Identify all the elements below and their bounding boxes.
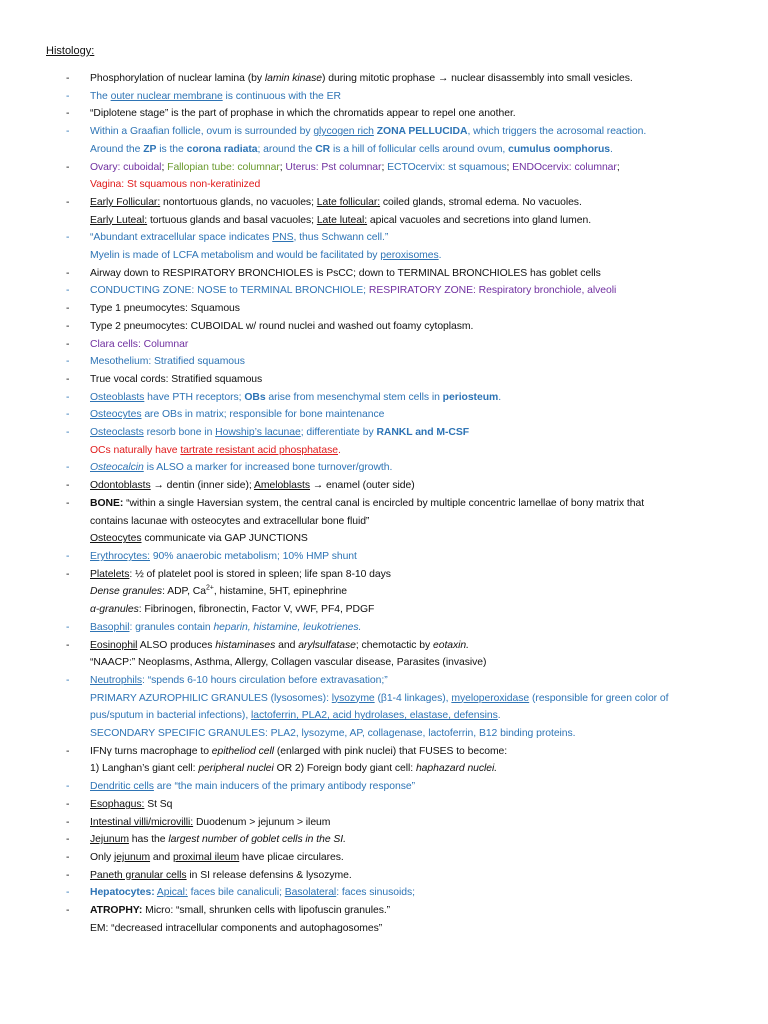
text-run: ATROPHY: [90,905,143,917]
text-run: Ameloblasts [253,480,311,492]
text-run: Eosinophil [90,639,138,651]
text-run: Intestinal villi/microvilli: [90,816,194,828]
note-line [90,159,728,177]
text-run: lysozyme [331,692,375,704]
text-run: “Diplotene stage” is the part of prophase in which the chromatids appear to repel one another. [90,108,516,120]
note-line [90,141,728,159]
text-run: haphazard nuclei. [415,763,498,775]
note-line [90,477,728,495]
note-item [46,548,728,566]
text-run: : Fibrinogen, fibronectin, Factor V, vWF, PF4, PDGF [138,604,375,616]
note-line [90,654,728,672]
note-item [46,318,728,336]
text-run: Neutrophils [90,674,143,686]
text-run: are “the main inducers of the primary antibody response” [153,781,416,793]
text-run: Around the [90,143,144,155]
text-run: : granules contain [129,621,214,633]
text-run: Basolateral [284,887,337,899]
text-run: CR [315,143,331,155]
text-run: Osteocalcin [90,462,144,474]
text-run: Apical: [156,887,188,899]
text-run: ; [161,161,168,173]
note-line [90,212,728,230]
text-run: SECONDARY SPECIFIC GRANULES: PLA2, lysozyme, AP, collagenase, lactoferrin, B12 binding proteins. [90,728,576,740]
note-line [90,831,728,849]
text-run: and [150,851,173,863]
text-run: nontortuous glands, no vacuoles; [160,196,317,208]
text-run: epitheliod cell [211,745,274,757]
note-item [46,336,728,354]
note-item [46,867,728,885]
text-run: tartrate resistant acid phosphatase [180,444,338,456]
text-run: Within a Graafian follicle, ovum is surrounded by [90,126,314,138]
text-run: EM: “decreased intracellular components and autophagosomes” [90,922,383,934]
text-run: , which triggers the acrosomal reaction. [467,126,647,138]
text-run: Platelets [90,568,130,580]
note-line [90,70,728,88]
text-run: resorb bone in [143,427,216,439]
text-run: Late follicular: [316,196,381,208]
text-run: faces bile canaliculi; [187,887,285,899]
note-line [90,725,728,743]
note-item [46,265,728,283]
text-run: CONDUCTING ZONE: NOSE to TERMINAL BRONCHIOLE; [90,285,369,297]
text-run: is a hill of follicular cells around ovum, [330,143,509,155]
note-line [90,530,728,548]
text-run: is ALSO a marker for increased bone turnover/growth. [143,462,393,474]
text-run: glycogen rich [313,126,374,138]
text-run: peroxisomes [380,250,439,262]
note-item [46,495,728,548]
note-item [46,672,728,743]
note-item [46,796,728,814]
note-item [46,902,728,937]
note-item [46,159,728,194]
text-run: ENDOcervix: columnar [512,161,617,173]
note-item [46,459,728,477]
note-line [90,672,728,690]
note-line [90,406,728,424]
text-run: ; [279,161,286,173]
text-run: → dentin (inner side); [150,480,254,492]
text-run: Uterus: Pst columnar [285,161,382,173]
text-run: ; differentiate by [300,427,377,439]
text-run: pus/sputum in bacterial infections), [90,710,252,722]
text-run: Vagina: St squamous non-keratinized [90,179,261,191]
text-run: ; [616,161,620,173]
note-line [90,548,728,566]
text-run: “within a single Haversian system, the central canal is encircled by multiple concentric lamellae of bony matrix that [123,497,645,509]
text-run: OBs [244,391,266,403]
text-run: PRIMARY AZUROPHILIC GRANULES (lysosomes): [90,692,332,704]
document-title: Histology: [46,45,95,57]
note-line [90,619,728,637]
text-run: largest number of goblet cells in the SI. [168,834,346,846]
text-run: histaminases [215,639,276,651]
text-run: RESPIRATORY ZONE: Respiratory bronchiole, alveoli [368,285,617,297]
text-run: Osteocytes [90,533,142,545]
text-run: Duodenum > jejunum > ileum [193,816,331,828]
text-run: is the [156,143,187,155]
note-line [90,123,728,141]
text-run: Osteoblasts [90,391,145,403]
notes-list [46,70,728,937]
text-run: , histamine, 5HT, epinephrine [213,586,347,598]
text-run: lactoferrin, PLA2, acid hydrolases, elastase, defensins [251,710,498,722]
note-item [46,477,728,495]
note-line [90,690,728,708]
text-run: . [497,710,501,722]
note-item [46,566,728,619]
note-line [90,778,728,796]
text-run: Phosphorylation of nuclear lamina (by [90,73,265,84]
text-run: Dendritic cells [90,781,154,793]
note-item [46,619,728,637]
note-line [90,194,728,212]
text-run: RANKL and M-CSF [376,427,470,439]
note-line [90,920,728,938]
note-item [46,371,728,389]
text-run: Early Luteal: [90,214,148,226]
note-line [90,105,728,123]
text-run: Micro: “small, shrunken cells with lipofuscin granules.” [142,905,391,917]
text-run: corona radiata [186,143,258,155]
note-line [90,796,728,814]
note-line [90,265,728,283]
text-run: arylsulfatase [298,639,356,651]
text-run: IFNγ turns macrophage to [90,745,212,757]
text-run: periosteum [442,391,499,403]
note-line [90,176,728,194]
note-line [90,583,728,601]
text-run: , thus Schwann cell.” [293,232,389,244]
text-run: eotaxin. [433,639,469,651]
text-run: . [610,143,613,155]
note-line [90,229,728,247]
text-run: ; chemotactic by [355,639,433,651]
text-run: St Sq [144,798,173,810]
text-run: jejunum [114,851,151,863]
text-run: coiled glands, stromal edema. No vacuoles. [380,196,582,208]
text-run: OR 2) Foreign body giant cell: [273,763,416,775]
note-line [90,88,728,106]
text-run: Late luteal: [316,214,368,226]
text-run: ALSO produces [137,639,216,651]
note-line [90,867,728,885]
text-run: is continuous with the ER [222,90,341,102]
text-run: Osteoclasts [90,427,144,439]
note-item [46,814,728,832]
text-run: Early Follicular: [90,196,161,208]
text-run: Dense granules [90,586,163,598]
text-run: have PTH receptors; [144,391,245,403]
note-item [46,831,728,849]
note-line [90,282,728,300]
note-line [90,707,728,725]
note-item [46,778,728,796]
text-run: Jejunum [90,834,129,846]
text-run: has the [128,834,169,846]
text-run: Type 1 pneumocytes: Squamous [90,303,240,315]
text-run: in SI release defensins & lysozyme. [186,869,352,881]
note-line [90,353,728,371]
text-run: lamin kinase [264,73,322,84]
text-run: True vocal cords: Stratified squamous [90,373,263,385]
text-run: ECTOcervix: st squamous [387,161,507,173]
text-run: and [275,639,299,651]
note-line [90,424,728,442]
note-line [90,247,728,265]
note-item [46,353,728,371]
text-run: (responsible for green color of [529,692,669,704]
text-run: Only [90,851,115,863]
text-run: proximal ileum [172,851,240,863]
note-line [90,849,728,867]
text-run: are OBs in matrix; responsible for bone maintenance [141,409,385,421]
note-line [90,459,728,477]
note-line [90,442,728,460]
text-run: Paneth granular cells [90,869,187,881]
text-run: communicate via GAP JUNCTIONS [141,533,308,545]
text-run: ZP [143,143,157,155]
text-run: ; [381,161,388,173]
note-item [46,105,728,123]
text-run: OCs naturally have [90,444,181,456]
note-line [90,814,728,832]
note-item [46,389,728,407]
text-run: . [438,250,442,262]
note-item [46,884,728,902]
text-run: Hepatocytes: [90,887,155,899]
text-run: peripheral nuclei [198,763,274,775]
note-item [46,300,728,318]
text-run: outer nuclear membrane [110,90,223,102]
text-run: “NAACP:” Neoplasms, Asthma, Allergy, Collagen vascular disease, Parasites (invasive) [90,657,487,669]
note-item [46,194,728,229]
text-run: Ovary: cuboidal [90,161,162,173]
note-item [46,229,728,264]
text-run: myeloperoxidase [451,692,530,704]
note-line [90,760,728,778]
text-run: Clara cells: Columnar [90,338,189,350]
text-run: have plicae circulares. [239,851,344,863]
note-item [46,88,728,106]
text-run: (enlarged with pink nuclei) that FUSES to become: [273,745,508,757]
text-run: . [498,391,502,403]
text-run: Howship’s lacunae [215,427,301,439]
text-run: Fallopian tube: columnar [167,161,280,173]
note-item [46,123,728,158]
note-line [90,902,728,920]
note-item [46,637,728,672]
note-line [90,637,728,655]
note-line [90,884,728,902]
text-run: Erythrocytes: [90,550,150,562]
text-run: PNS [272,232,294,244]
text-run: → enamel (outer side) [310,480,415,492]
note-line [90,743,728,761]
text-run: α-granules [90,604,139,616]
note-item [46,743,728,778]
text-run: “Abundant extracellular space indicates [90,232,273,244]
text-run: Myelin is made of LCFA metabolism and would be facilitated by [90,250,381,262]
text-run: Osteocytes [90,409,142,421]
text-run: Basophil [90,621,130,633]
text-run: : ½ of platelet pool is stored in spleen; life span 8-10 days [129,568,391,580]
note-line [90,601,728,619]
text-run: . [337,444,341,456]
text-run: : faces sinusoids; [336,887,415,899]
text-run: tortuous glands and basal vacuoles; [147,214,317,226]
note-line [90,513,728,531]
text-run: ; [506,161,513,173]
note-line [90,371,728,389]
note-item [46,70,728,88]
text-run: 2+ [205,584,214,592]
text-run: Odontoblasts [90,480,151,492]
text-run: contains lacunae with osteocytes and extracellular bone fluid” [90,515,370,527]
text-run: ; around the [257,143,316,155]
note-line [90,495,728,513]
text-run: ) during mitotic prophase → nuclear disassembly into small vesicles. [322,73,633,84]
text-run: 90% anaerobic metabolism; 10% HMP shunt [149,550,357,562]
text-run: Esophagus: [90,798,145,810]
note-item [46,424,728,459]
text-run: 1) Langhan’s giant cell: [90,763,199,775]
text-run: apical vacuoles and secretions into gland lumen. [367,214,592,226]
text-run: (β1-4 linkages), [374,692,452,704]
note-item [46,282,728,300]
text-run: heparin, histamine, leukotrienes. [213,621,362,633]
note-line [90,318,728,336]
text-run: Type 2 pneumocytes: CUBOIDAL w/ round nuclei and washed out foamy cytoplasm. [90,320,474,332]
note-item [46,406,728,424]
note-line [90,389,728,407]
note-line [90,336,728,354]
text-run: Mesothelium: Stratified squamous [90,356,245,368]
text-run: BONE: [90,497,124,509]
note-item [46,849,728,867]
text-run: cumulus oomphorus [508,143,611,155]
text-run: The [90,90,111,102]
text-run: : “spends 6-10 hours circulation before extravasation;” [142,674,388,686]
note-line [90,566,728,584]
text-run: arise from mesenchymal stem cells in [265,391,443,403]
text-run: ZONA PELLUCIDA [376,126,468,138]
note-line [90,300,728,318]
text-run: : ADP, Ca [162,586,206,598]
text-run: Airway down to RESPIRATORY BRONCHIOLES is PsCC; down to TERMINAL BRONCHIOLES has goblet cells [90,267,601,279]
